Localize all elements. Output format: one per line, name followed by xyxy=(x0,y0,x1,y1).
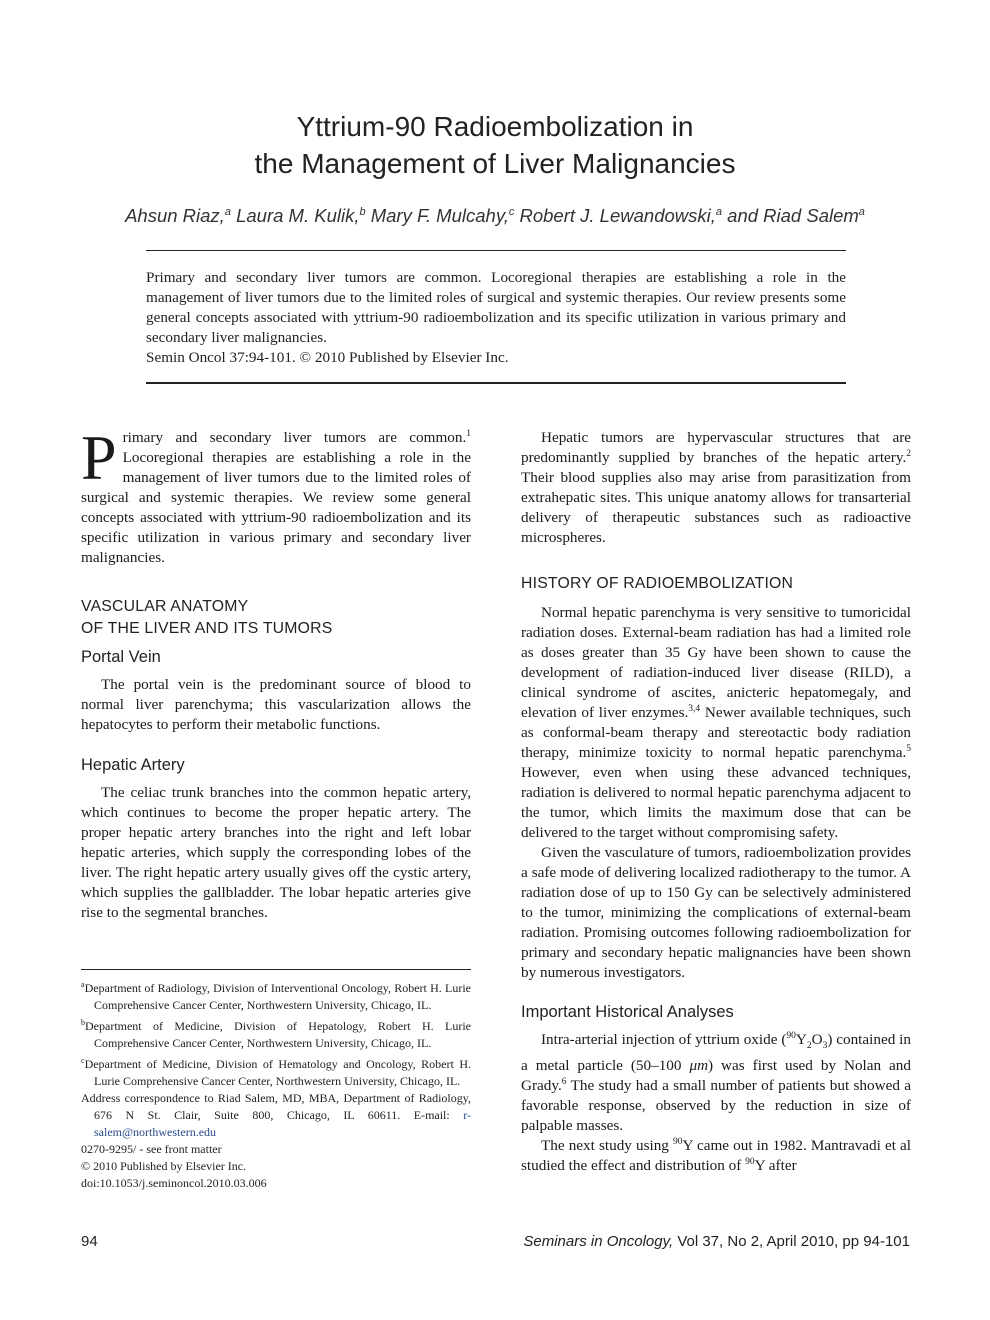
abstract-citation: Semin Oncol 37:94-101. © 2010 Published by Elsevier Inc. xyxy=(146,349,509,366)
left-column xyxy=(81,422,471,923)
section-heading-vascular-anatomy: VASCULAR ANATOMY OF THE LIVER AND ITS TUMORS xyxy=(81,598,333,637)
correspondence-footnote: Address correspondence to Riad Salem, MD, MBA, Department of Radiology, 676 N St. Clair, Suite 800, Chicago, IL 60611. E-mail: r-salem@northwestern.edu xyxy=(81,1091,471,1139)
page-number: 94 xyxy=(81,1233,98,1250)
footnotes xyxy=(81,976,471,1192)
affiliation-footnote: $^b$Department of Medicine, Division of Hepatology, Robert H. Lurie Comprehensive Cancer Center, Northwestern University, Chicago, IL. xyxy=(81,1018,471,1050)
reference-mark: 3,4 xyxy=(688,703,701,714)
subsection-heading-historical-analyses: Important Historical Analyses xyxy=(521,1003,734,1021)
affiliation-mark: b xyxy=(359,205,366,218)
right-column xyxy=(521,428,911,1176)
author-list xyxy=(60,205,930,227)
subsection-heading-hepatic-artery: Hepatic Artery xyxy=(81,756,185,774)
historical-analyses-paragraph-2: The next study using $^{90}$Y came out in 1982. Mantravadi et al studied the effect and distribution of $^{90}$Y after xyxy=(521,1136,911,1175)
subsection-heading-portal-vein: Portal Vein xyxy=(81,648,161,666)
historical-analyses-paragraph-1: Intra-arterial injection of yttrium oxide $(^{90}Y_2O_3)$ contained in a metal particle (50–100 μm) was first used by Nolan and Grady.$^6$ The study had a small number of patients but showed a favorable response, observed by the reduction in size of palpable masses. xyxy=(521,1030,911,1135)
email-link[interactable]: r-salem@northwestern.edu xyxy=(94,1108,471,1139)
footnote-rule xyxy=(81,969,471,970)
affiliation-mark: c xyxy=(508,205,515,218)
abstract xyxy=(146,268,846,368)
hepatic-tumors-paragraph: Hepatic tumors are hypervascular structures that are predominantly supplied by branches of the hepatic artery.$^2$ Their blood supplies also may arise from parasitization from extrahepatic sites. This unique anatomy allows for transarterial delivery of therapeutic substances such as radioactive microspheres. xyxy=(521,429,911,546)
reference-mark: 5 xyxy=(906,743,911,754)
copyright-line: © 2010 Published by Elsevier Inc. xyxy=(81,1159,247,1173)
abstract-top-rule xyxy=(146,250,846,251)
reference-mark: 1 xyxy=(466,428,471,439)
history-paragraph-2: Given the vasculature of tumors, radioembolization provides a safe mode of delivering localized radiotherapy to the tumor. A radiation dose of up to 150 Gy can be selectively administered to the tumor, minimizing the complications of external-beam radiation. Promising outcomes following radioembolization for primary and secondary hepatic malignancies have been shown by numerous investigators. xyxy=(521,844,911,981)
abstract-text: Primary and secondary liver tumors are common. Locoregional therapies are establishing a role in the management of liver tumors due to the limited roles of surgical and systemic therapies. Our review presents some general concepts associated with yttrium-90 radioembolization and its specific utilization in various primary and secondary liver malignancies. xyxy=(146,269,846,346)
drop-cap: P xyxy=(81,422,117,493)
portal-vein-paragraph: The portal vein is the predominant source of blood to normal liver parenchyma; this vascularization allows the hepatocytes to perform their metabolic functions. xyxy=(81,676,471,733)
affiliation-mark: a xyxy=(715,205,723,218)
issn-line: 0270-9295/ - see front matter xyxy=(81,1142,222,1156)
affiliation-footnote: $^a$Department of Radiology, Division of Interventional Oncology, Robert H. Lurie Comprehensive Cancer Center, Northwestern University, Chicago, IL. xyxy=(81,980,471,1012)
affiliation-mark: a xyxy=(858,205,865,218)
journal-reference: Seminars in Oncology, Vol 37, No 2, April 2010, pp 94-101 xyxy=(523,1233,910,1250)
author-name: Laura M. Kulik, xyxy=(236,205,360,226)
title-line-1: Yttrium-90 Radioembolization in xyxy=(296,111,694,142)
doi-line: doi:10.1053/j.seminoncol.2010.03.006 xyxy=(81,1176,267,1190)
author-name: Ahsun Riaz, xyxy=(125,205,225,226)
intro-paragraph: Primary and secondary liver tumors are common.$^1$ Locoregional therapies are establishing a role in the management of liver tumors due to the limited roles of surgical and systemic therapies. We review some general concepts associated with yttrium-90 radioembolization and its specific utilization in various primary and secondary liver malignancies. xyxy=(81,422,471,566)
affiliation-mark: a xyxy=(224,205,231,218)
reference-mark: 2 xyxy=(906,448,911,459)
abstract-bottom-rule xyxy=(146,382,846,384)
title-line-2: the Management of Liver Malignancies xyxy=(254,148,736,179)
author-name: Robert J. Lewandowski, xyxy=(519,205,716,226)
section-heading-history: HISTORY OF RADIOEMBOLIZATION xyxy=(521,575,794,592)
author-name: Mary F. Mulcahy, xyxy=(370,205,509,226)
history-paragraph-1: Normal hepatic parenchyma is very sensitive to tumoricidal radiation doses. External-beam radiation has had a limited role as doses greater than 35 Gy have been shown to cause the development of radiation-induced liver disease (RILD), a clinical syndrome of ascites, anicteric hepatomegaly, and elevation of liver enzymes.$^{3,4}$ Newer available techniques, such as conformal-beam therapy and stereotactic body radiation therapy, minimize toxicity to normal hepatic parenchyma.$^5$ However, even when using these advanced techniques, radiation is delivered to normal hepatic parenchyma adjacent to the tumor, which limits the maximum dose that can be delivered to the target without compromising safety. xyxy=(521,604,911,841)
article-title xyxy=(0,108,990,182)
hepatic-artery-paragraph: The celiac trunk branches into the common hepatic artery, which continues to become the proper hepatic artery. The proper hepatic artery branches into the right and left lobar hepatic arteries, which supply the corresponding lobes of the liver. The right hepatic artery usually gives off the cystic artery, which supplies the gallbladder. The lobar hepatic arteries give rise to the segmental branches. xyxy=(81,784,471,921)
reference-mark: 6 xyxy=(561,1076,567,1087)
author-name: and Riad Salem xyxy=(727,205,859,226)
affiliation-footnote: $^c$Department of Medicine, Division of Hematology and Oncology, Robert H. Lurie Comprehensive Cancer Center, Northwestern University, Chicago, IL. xyxy=(81,1056,471,1088)
